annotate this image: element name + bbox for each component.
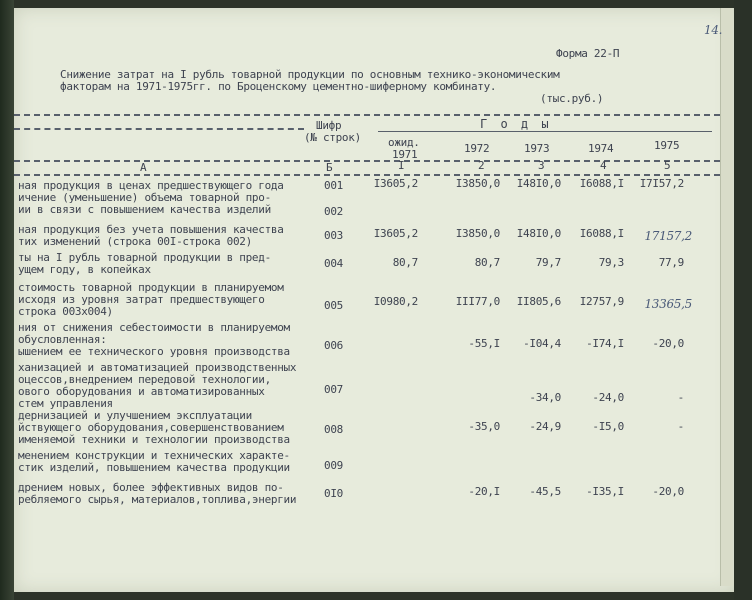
row-value-c3: -34,0 bbox=[529, 391, 561, 404]
row-value-c5: - bbox=[677, 420, 684, 433]
row-value-c5: 77,9 bbox=[658, 256, 684, 269]
row-value-c3: I48I0,0 bbox=[516, 177, 561, 190]
row-code: 0I0 bbox=[324, 487, 343, 500]
row-code: 007 bbox=[324, 383, 343, 396]
row-value-c5: -20,0 bbox=[652, 485, 684, 498]
header-bottom-rule bbox=[14, 174, 720, 176]
row-value-c2: -55,I bbox=[468, 337, 500, 350]
row-description-line: ния от снижения себестоимости в планируемом bbox=[18, 321, 290, 334]
row-value-c5: - bbox=[677, 391, 684, 404]
header-mid-rule bbox=[14, 160, 720, 162]
title-line-1: Снижение затрат на I рубль товарной продукции по основным технико-экономическим bbox=[60, 68, 560, 81]
title-line-2: факторам на 1971-1975гг. по Броценскому цементно-шиферному комбинату. bbox=[60, 80, 497, 93]
row-description-line: ная продукция без учета повышения качества bbox=[18, 223, 284, 236]
row-value-c3: -24,9 bbox=[529, 420, 561, 433]
header-shifr: Шифр bbox=[316, 119, 342, 132]
row-value-c3: 79,7 bbox=[535, 256, 561, 269]
row-description-line: тих изменений (строка 00I-строка 002) bbox=[18, 235, 252, 248]
row-description-line: стик изделий, повышением качества продукции bbox=[18, 461, 290, 474]
row-code: 002 bbox=[324, 205, 343, 218]
row-description-line: именяемой техники и технологии производства bbox=[18, 433, 290, 446]
row-description-line: ышением ее технического уровня производства bbox=[18, 345, 290, 358]
row-value-c4: -I5,0 bbox=[592, 420, 624, 433]
row-value-c1: I0980,2 bbox=[373, 295, 418, 308]
header-ozhid: ожид. bbox=[388, 136, 420, 149]
header-1975: 1975 bbox=[654, 139, 680, 152]
row-description-line: ребляемого сырья, материалов,топлива,энергии bbox=[18, 493, 297, 506]
row-description-line: оцессов,внедрением передовой технологии, bbox=[18, 373, 271, 386]
row-description-line: дернизацией и улучшением эксплуатации bbox=[18, 409, 252, 422]
row-description-line: стем управления bbox=[18, 397, 113, 410]
header-stroki: (№ строк) bbox=[304, 131, 361, 144]
row-value-c4: I2757,9 bbox=[579, 295, 624, 308]
header-col-4: 4 bbox=[600, 159, 607, 172]
row-value-c4: 79,3 bbox=[598, 256, 624, 269]
header-left-rule bbox=[14, 128, 304, 130]
row-value-c1: 80,7 bbox=[392, 256, 418, 269]
row-description-line: дрением новых, более эффективных видов по- bbox=[18, 481, 284, 494]
row-code: 003 bbox=[324, 229, 343, 242]
header-top-rule bbox=[14, 114, 720, 116]
row-description-line: ная продукция в ценах предшествующего года bbox=[18, 179, 284, 192]
header-col-1: I bbox=[398, 159, 405, 172]
row-value-c4: I6088,I bbox=[579, 227, 624, 240]
row-code: 009 bbox=[324, 459, 343, 472]
row-value-c3: -I04,4 bbox=[523, 337, 561, 350]
row-value-c3: -45,5 bbox=[529, 485, 561, 498]
row-value-c4: -24,0 bbox=[592, 391, 624, 404]
row-value-c5: I7I57,2 bbox=[639, 177, 684, 190]
row-code: 001 bbox=[324, 179, 343, 192]
row-value-c5: 13365,5 bbox=[644, 297, 692, 311]
header-1972: 1972 bbox=[464, 142, 490, 155]
row-description-line: ии в связи с повышением качества изделий bbox=[18, 203, 271, 216]
row-value-c2: III77,0 bbox=[455, 295, 500, 308]
scan-right-edge bbox=[734, 0, 752, 600]
form-label: Форма 22-П bbox=[556, 47, 620, 60]
header-years-rule bbox=[378, 131, 712, 132]
row-description-line: ового оборудования и автоматизированных bbox=[18, 385, 265, 398]
row-value-c1: I3605,2 bbox=[373, 177, 418, 190]
row-description-line: менением конструкции и технических характе- bbox=[18, 449, 290, 462]
row-description-line: ты на I рубль товарной продукции в пред- bbox=[18, 251, 271, 264]
row-value-c4: -I35,I bbox=[586, 485, 624, 498]
row-value-c4: I6088,I bbox=[579, 177, 624, 190]
row-description-line: ханизацией и автоматизацией производственных bbox=[18, 361, 297, 374]
row-description-line: ичение (уменьшение) объема товарной про- bbox=[18, 191, 271, 204]
row-description-line: строка 003х004) bbox=[18, 305, 113, 318]
header-1973: 1973 bbox=[524, 142, 550, 155]
header-col-b: Б bbox=[326, 161, 333, 174]
row-value-c2: 80,7 bbox=[474, 256, 500, 269]
header-col-2: 2 bbox=[478, 159, 485, 172]
row-value-c3: I48I0,0 bbox=[516, 227, 561, 240]
header-gody: Г о д ы bbox=[480, 117, 552, 131]
row-code: 005 bbox=[324, 299, 343, 312]
header-col-5: 5 bbox=[664, 159, 671, 172]
row-code: 006 bbox=[324, 339, 343, 352]
row-value-c4: -I74,I bbox=[586, 337, 624, 350]
row-description-line: ущем году, в копейках bbox=[18, 263, 151, 276]
book-binding bbox=[0, 0, 14, 600]
header-col-3: 3 bbox=[538, 159, 545, 172]
row-value-c5: -20,0 bbox=[652, 337, 684, 350]
row-description-line: стоимость товарной продукции в планируемом bbox=[18, 281, 284, 294]
row-description-line: исходя из уровня затрат предшествующего bbox=[18, 293, 265, 306]
row-value-c5: 17157,2 bbox=[644, 229, 692, 243]
units-label: (тыс.руб.) bbox=[540, 92, 604, 105]
row-value-c1: I3605,2 bbox=[373, 227, 418, 240]
row-value-c2: -35,0 bbox=[468, 420, 500, 433]
header-1974: 1974 bbox=[588, 142, 614, 155]
header-col-a: А bbox=[140, 161, 147, 174]
row-value-c2: -20,I bbox=[468, 485, 500, 498]
page-edge-strip bbox=[720, 8, 733, 586]
row-code: 008 bbox=[324, 423, 343, 436]
row-value-c2: I3850,0 bbox=[455, 177, 500, 190]
row-description-line: обусловленная: bbox=[18, 333, 107, 346]
page-number: 14. bbox=[704, 23, 723, 37]
header-1971: 1971 bbox=[392, 148, 418, 161]
row-code: 004 bbox=[324, 257, 343, 270]
row-value-c2: I3850,0 bbox=[455, 227, 500, 240]
row-description-line: йствующего оборудования,совершенствованием bbox=[18, 421, 284, 434]
row-value-c3: II805,6 bbox=[516, 295, 561, 308]
